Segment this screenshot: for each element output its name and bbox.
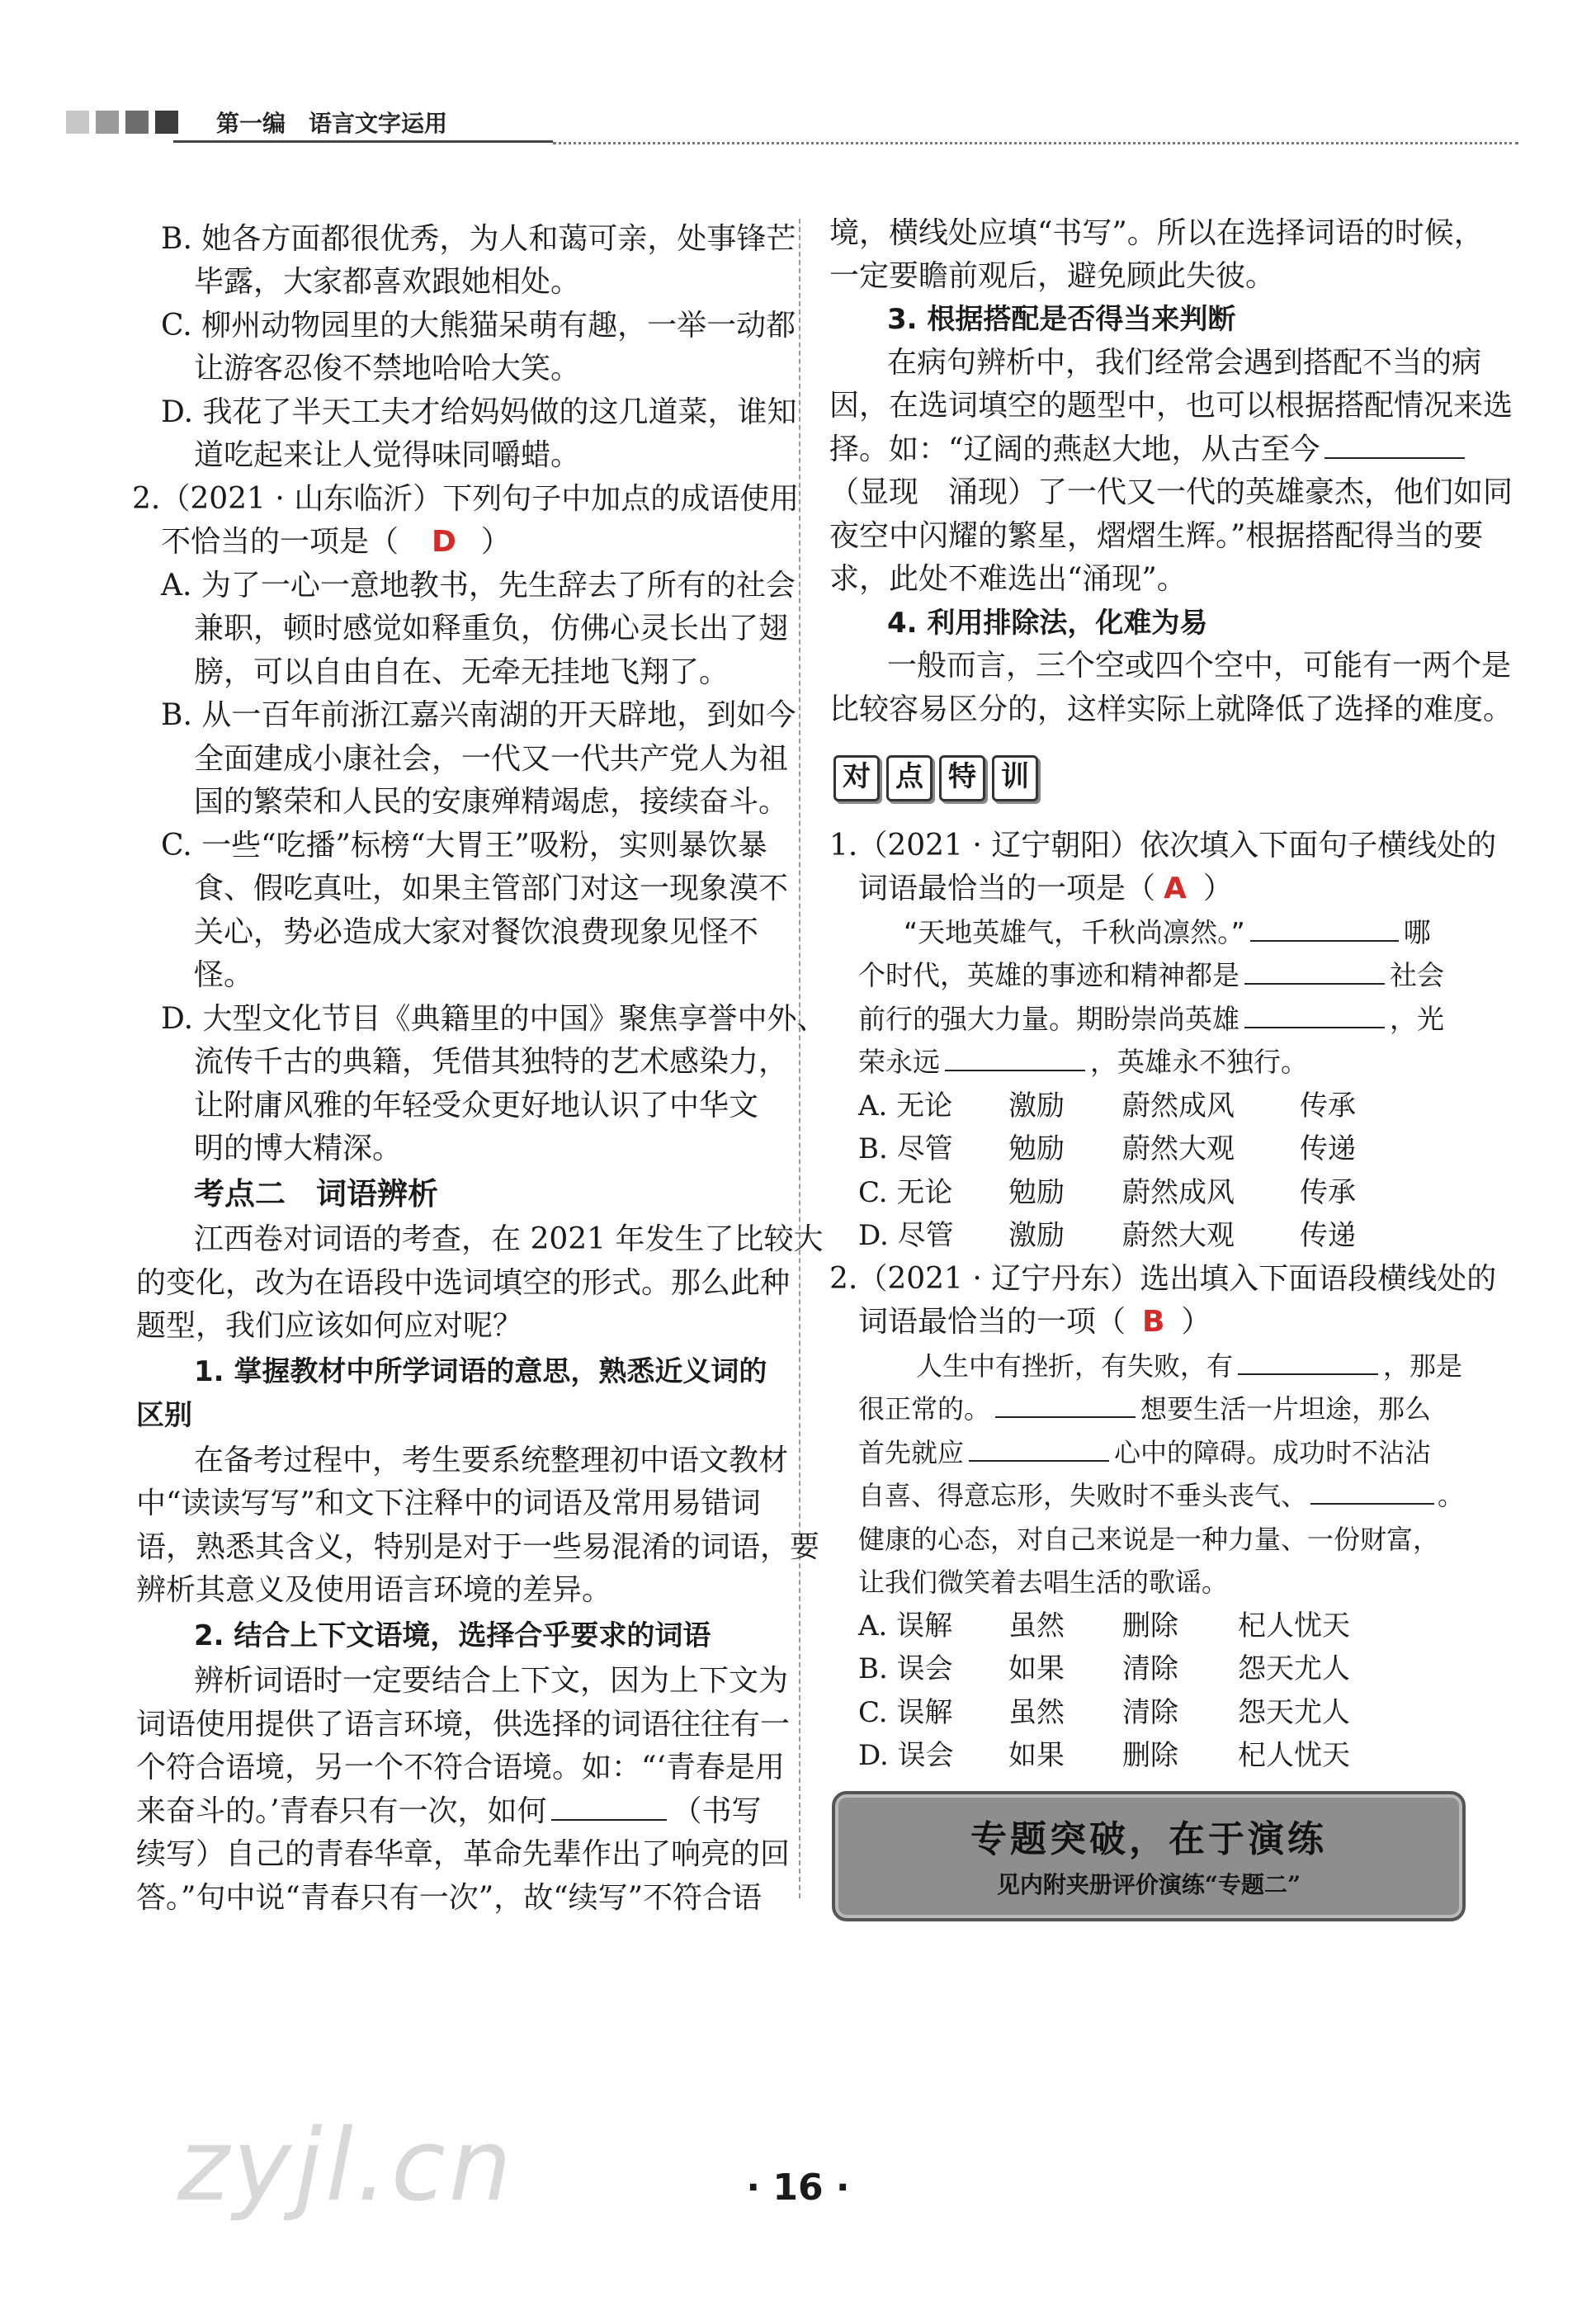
train-q1-stem-2	[858, 868, 1233, 910]
q2-option-c-line1: C. 一些“吃播”标榜“大胃王”吸粉，实则暴饮暴	[161, 829, 767, 862]
option-c-line1: C. 柳州动物园里的大熊猫呆萌有趣，一举一动都	[161, 309, 796, 343]
q1-opt-d-2: 激励	[1008, 1219, 1065, 1252]
right-para-line2: 一定要瞻前观后，避免顾此失彼。	[829, 259, 1276, 293]
option-c-line2: 让游客忍俊不禁地哈哈大笑。	[194, 352, 581, 385]
header-square-2	[96, 111, 119, 134]
train-q2-passage-5: 健康的心态，对自己来说是一种力量、一份财富，	[858, 1524, 1440, 1555]
q2-opt-b-3: 清除	[1122, 1652, 1178, 1685]
passage1-a: “天地英雄气，千秋尚凛然。”	[904, 916, 1245, 948]
q2-option-c-line4: 怪。	[194, 958, 254, 992]
method-4-heading: 4. 利用排除法，化难为易	[887, 607, 1208, 640]
train-q2-answer: B	[1142, 1305, 1165, 1339]
blank-line	[1250, 917, 1399, 942]
passage3-a: 前行的强大力量。期盼崇尚英雄	[858, 1003, 1239, 1035]
training-tag-group	[833, 755, 1045, 801]
question-2-prompt: 不恰当的一项是（	[161, 525, 399, 559]
q2-option-b-line3: 国的繁荣和人民的安康殚精竭虑，接续奋斗。	[194, 785, 789, 819]
banner-subtitle: 见内附夹册评价演练“专题二”	[996, 1871, 1301, 1898]
train-q2-passage-6: 让我们微笑着去唱生活的歌谣。	[858, 1567, 1229, 1598]
q1-opt-d-3: 蔚然大观	[1122, 1219, 1235, 1252]
q1-opt-a-1: A. 无论	[858, 1089, 953, 1122]
blank-line	[551, 1794, 667, 1821]
q1-opt-d-1: D. 尽管	[858, 1219, 954, 1252]
training-tag-3: 特	[939, 755, 985, 801]
q2-option-d-line1: D. 大型文化节目《典籍里的中国》聚焦享誉中外、	[161, 1002, 827, 1036]
right-para-line5	[829, 429, 1465, 470]
q1-opt-c-4: 传承	[1300, 1176, 1356, 1209]
training-tag-2: 点	[886, 755, 933, 801]
para1-line1: 江西卷对词语的考查，在 2021 年发生了比较大	[194, 1222, 824, 1256]
q1-opt-b-2: 勉励	[1008, 1132, 1065, 1165]
passage2-a: 个时代，英雄的事迹和精神都是	[858, 959, 1239, 991]
para3-line1: 辨析词语时一定要结合上下文，因为上下文为	[194, 1664, 789, 1698]
q2-opt-c-4: 怨天尤人	[1238, 1696, 1350, 1729]
blank-line	[969, 1437, 1109, 1462]
right-para-line5-text: 择。如：“辽阔的燕赵大地，从古至今	[829, 432, 1320, 466]
practice-banner	[832, 1791, 1466, 1921]
passage2-b: 社会	[1390, 959, 1444, 991]
q2-opt-b-1: B. 误会	[858, 1652, 953, 1685]
q2-opt-b-2: 如果	[1008, 1652, 1065, 1685]
blank-line	[1310, 1480, 1434, 1505]
method-1-heading-2: 区别	[136, 1399, 192, 1432]
para3-line6: 答。”句中说“青春只有一次”，故“续写”不符合语	[136, 1881, 763, 1915]
right-para-line1: 境，横线处应填“书写”。所以在选择词语的时候，	[829, 216, 1484, 250]
header-square-1	[66, 111, 89, 134]
right-para-line3: 在病句辨析中，我们经常会遇到搭配不当的病	[887, 346, 1482, 380]
header-square-4	[155, 111, 178, 134]
q2-passage3-a: 首先就应	[858, 1437, 965, 1468]
blank-line	[1324, 432, 1465, 459]
train-q1-prompt: 词语最恰当的一项是（	[858, 872, 1156, 905]
para2-line1: 在备考过程中，考生要系统整理初中语文教材	[194, 1444, 789, 1477]
option-b-line2: 毕露，大家都喜欢跟她相处。	[194, 265, 581, 299]
q1-opt-c-2: 勉励	[1008, 1176, 1065, 1209]
option-d-line2: 道吃起来让人觉得味同嚼蜡。	[194, 438, 581, 472]
column-divider	[799, 219, 800, 1898]
para2-line2: 中“读读写写”和文下注释中的词语及常用易错词	[136, 1486, 761, 1520]
page-number: · 16 ·	[746, 2167, 850, 2209]
passage4-b: ，英雄永不独行。	[1090, 1046, 1308, 1078]
q2-option-a-line2: 兼职，顿时感觉如释重负，仿佛心灵长出了翅	[194, 612, 789, 645]
para3-line4-b: （书写	[672, 1794, 762, 1828]
q2-option-b-line1: B. 从一百年前浙江嘉兴南湖的开天辟地，到如今	[161, 698, 796, 732]
q2-option-a-line3: 膀，可以自由自在、无牵无挂地飞翔了。	[194, 655, 730, 689]
q2-opt-a-4: 杞人忧天	[1238, 1609, 1350, 1642]
q2-opt-c-3: 清除	[1122, 1696, 1178, 1729]
q2-option-a-line1: A. 为了一心一意地教书，先生辞去了所有的社会	[161, 569, 796, 603]
q1-opt-c-3: 蔚然成风	[1122, 1176, 1235, 1209]
train-q2-passage-1	[916, 1345, 1462, 1387]
header-rule	[173, 140, 553, 143]
q2-passage3-b: 心中的障碍。成功时不沾沾	[1114, 1437, 1432, 1468]
q1-opt-c-1: C. 无论	[858, 1176, 953, 1209]
q1-opt-b-3: 蔚然大观	[1122, 1132, 1235, 1165]
para3-line2: 词语使用提供了语言环境，供选择的词语往往有一	[136, 1708, 791, 1742]
train-q2-passage-2	[858, 1388, 1431, 1430]
q2-passage1-b: ，那是	[1383, 1350, 1463, 1382]
right-para-line8: 求，此处不难选出“涌现”。	[829, 562, 1187, 596]
kaodian-heading: 考点二 词语辨析	[194, 1176, 438, 1212]
q1-opt-b-4: 传递	[1300, 1132, 1356, 1165]
option-d-line1: D. 我花了半天工夫才给妈妈做的这几道菜，谁知	[161, 395, 797, 429]
train-q1-passage-2	[858, 955, 1444, 996]
method-1-heading: 1. 掌握教材中所学词语的意思，熟悉近义词的	[194, 1355, 767, 1388]
question-2-stem-2	[161, 522, 511, 563]
header-square-3	[125, 111, 149, 134]
q2-opt-d-4: 杞人忧天	[1238, 1739, 1350, 1772]
method-2-heading: 2. 结合上下文语境，选择合乎要求的词语	[194, 1619, 711, 1652]
blank-line	[1244, 960, 1385, 985]
blank-line	[995, 1393, 1136, 1418]
blank-line	[1244, 1004, 1385, 1028]
right-para-line9: 一般而言，三个空或四个空中，可能有一两个是	[887, 649, 1512, 683]
train-q2-passage-4	[858, 1475, 1464, 1516]
q2-option-c-line2: 食、假吃真吐，如果主管部门对这一现象漠不	[194, 872, 789, 905]
q2-option-b-line2: 全面建成小康社会，一代又一代共产党人为祖	[194, 742, 789, 776]
train-q1-passage-1	[904, 912, 1431, 953]
right-para-line6: （显现 涌现）了一代又一代的英雄豪杰，他们如同	[829, 475, 1513, 509]
q2-opt-d-1: D. 误会	[858, 1739, 954, 1772]
section-title: 第一编 语言文字运用	[216, 110, 448, 137]
q2-opt-a-1: A. 误解	[858, 1609, 953, 1642]
right-para-line4: 因，在选词填空的题型中，也可以根据搭配情况来选	[829, 389, 1513, 423]
q2-passage2-b: 想要生活一片坦途，那么	[1140, 1393, 1432, 1425]
q2-opt-a-3: 删除	[1122, 1609, 1178, 1642]
q1-opt-a-3: 蔚然成风	[1122, 1089, 1235, 1122]
passage3-b: ，光	[1390, 1003, 1444, 1035]
q2-option-d-line2: 流传千古的典籍，凭借其独特的艺术感染力，	[194, 1045, 789, 1079]
q1-opt-d-4: 传递	[1300, 1219, 1356, 1252]
para1-line2: 的变化，改为在语段中选词填空的形式。那么此种	[136, 1266, 791, 1300]
blank-line	[1238, 1350, 1378, 1375]
q2-option-d-line4: 明的博大精深。	[194, 1132, 403, 1165]
question-2-stem: 2.（2021 · 山东临沂）下列句子中加点的成语使用	[132, 482, 800, 516]
training-tag-1: 对	[833, 755, 880, 801]
train-q2-close: ）	[1181, 1305, 1211, 1339]
para2-line4: 辨析其意义及使用语言环境的差异。	[136, 1573, 612, 1607]
question-2-answer: D	[432, 525, 456, 559]
train-q2-prompt: 词语最恰当的一项（	[858, 1305, 1126, 1339]
q2-opt-c-1: C. 误解	[858, 1696, 953, 1729]
q2-opt-a-2: 虽然	[1008, 1609, 1065, 1642]
q2-option-d-line3: 让附庸风雅的年轻受众更好地认识了中华文	[194, 1089, 759, 1122]
train-q1-passage-4	[858, 1042, 1308, 1083]
q2-opt-d-2: 如果	[1008, 1739, 1065, 1772]
q2-opt-b-4: 怨天尤人	[1238, 1652, 1350, 1685]
right-para-line10: 比较容易区分的，这样实际上就降低了选择的难度。	[829, 692, 1513, 726]
q2-passage1-a: 人生中有挫折，有失败，有	[916, 1350, 1234, 1382]
q2-passage4-a: 自喜、得意忘形，失败时不垂头丧气、	[858, 1480, 1308, 1511]
q2-opt-d-3: 删除	[1122, 1739, 1178, 1772]
method-3-heading: 3. 根据搭配是否得当来判断	[887, 303, 1236, 336]
q1-opt-a-2: 激励	[1008, 1089, 1065, 1122]
passage1-b: 哪	[1403, 916, 1431, 948]
train-q1-stem: 1.（2021 · 辽宁朝阳）依次填入下面句子横线处的	[829, 829, 1497, 862]
q2-passage4-b: 。	[1438, 1480, 1465, 1511]
blank-line	[945, 1047, 1085, 1071]
training-tag-4: 训	[992, 755, 1038, 801]
train-q1-answer: A	[1164, 872, 1187, 905]
q2-passage2-a: 很正常的。	[858, 1393, 991, 1425]
q1-opt-b-1: B. 尽管	[858, 1132, 953, 1165]
watermark: zyjl.cn	[177, 2109, 515, 2224]
para3-line5: 续写）自己的青春华章，革命先辈作出了响亮的回	[136, 1837, 791, 1871]
passage4-a: 荣永远	[858, 1046, 940, 1078]
header-dotted-rule	[553, 142, 1518, 144]
train-q1-passage-3	[858, 999, 1444, 1040]
question-2-close: ）	[480, 525, 511, 559]
option-b-line1: B. 她各方面都很优秀，为人和蔼可亲，处事锋芒	[161, 222, 796, 256]
train-q2-stem-2	[858, 1302, 1211, 1343]
para3-line4-a: 来奋斗的。’青春只有一次，如何	[136, 1794, 547, 1828]
para1-line3: 题型，我们应该如何应对呢？	[136, 1309, 523, 1343]
train-q2-passage-3	[858, 1432, 1431, 1473]
q2-option-c-line3: 关心，势必造成大家对餐饮浪费现象见怪不	[194, 915, 759, 949]
para2-line3: 语，熟悉其含义，特别是对于一些易混淆的词语，要	[136, 1530, 820, 1564]
para3-line3: 个符合语境，另一个不符合语境。如：“‘青春是用	[136, 1751, 785, 1784]
q2-opt-c-2: 虽然	[1008, 1696, 1065, 1729]
right-para-line7: 夜空中闪耀的繁星，熠熠生辉。”根据搭配得当的要	[829, 519, 1484, 553]
train-q1-close: ）	[1202, 872, 1233, 905]
header-squares	[66, 106, 185, 139]
banner-title: 专题突破，在于演练	[970, 1818, 1327, 1860]
q1-opt-a-4: 传承	[1300, 1089, 1356, 1122]
train-q2-stem: 2.（2021 · 辽宁丹东）选出填入下面语段横线处的	[829, 1262, 1497, 1296]
para3-line4	[136, 1791, 761, 1832]
